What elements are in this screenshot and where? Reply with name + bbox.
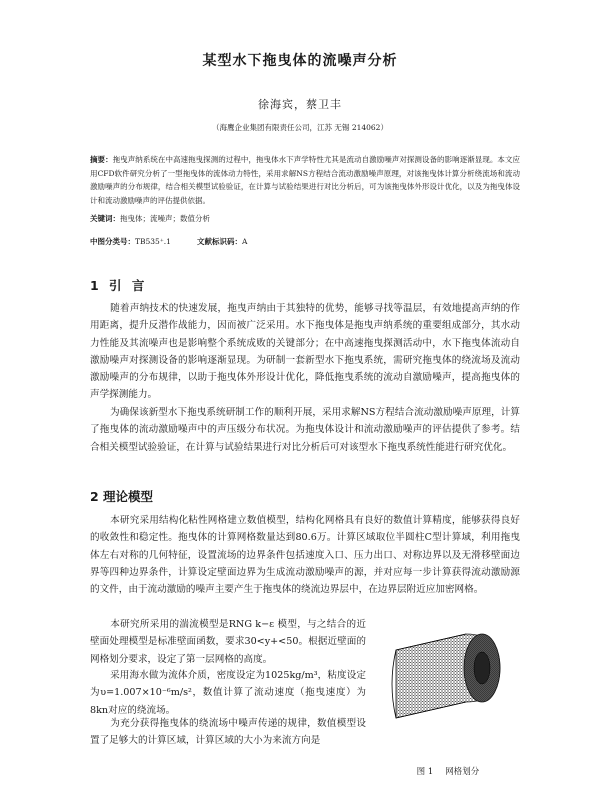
section-2-paragraph-4-text: 为充分获得拖曳体的绕流场中噪声传递的规律，数值模型设置了足够大的计算区域，计算区域的大小为来流方向是 xyxy=(90,718,366,747)
section-1-paragraph-1-text: 随着声纳技术的快速发展，拖曳声纳由于其独特的优势，能够寻找等温层，有效地提高声纳的作用距离，提升反潜作战能力，因而被广泛采用。水下拖曳体是拖曳声纳系统的重要组成部分，其水动力性能及其流噪声也是影响整个系统成败的关键部分；在中高速拖曳探测活动中，水下拖曳体流动自激励噪声对探测设备的影响逐渐显现。为研制一套新型水下拖曳系统，需研究拖曳体的绕流场及流动激励噪声的分布规律，以助于拖曳体外形设计优化，降低拖曳系统的流动自激励噪声，提高拖曳体的声学探测能力。 xyxy=(90,303,520,401)
section-2-paragraph-3 xyxy=(90,667,366,719)
section-2-paragraph-1 xyxy=(90,512,520,598)
clc-label: 中图分类号： xyxy=(90,237,135,246)
section-1-paragraph-2-text: 为确保该新型水下拖曳系统研制工作的顺利开展，采用求解NS方程结合流动激励噪声原理，计算了拖曳体的流动激励噪声中的声压级分布状况。为拖曳体设计和流动激励噪声的评估提供了参考。结合相关模型试验验证，在计算与试验结果进行对比分析后可对该型水下拖曳系统性能进行研究优化。 xyxy=(90,407,520,453)
clc-value: TB535⁺.1 xyxy=(135,237,171,246)
paper-affiliation: （海鹰企业集团有限责任公司，江苏 无锡 214062） xyxy=(212,123,388,132)
doc-code-value: A xyxy=(241,237,248,246)
paper-title: 某型水下拖曳体的流噪声分析 xyxy=(202,53,398,69)
section-2-paragraph-4 xyxy=(90,715,366,750)
section-2-paragraph-3-text: 采用海水做为流体介质，密度设定为1025kg/m³，粘度设定为υ=1.007×10⁻⁶m/s²，数值计算了流动速度（拖曳速度）为8kn对应的绕流场。 xyxy=(90,670,366,716)
abstract-text: 拖曳声纳系统在中高速拖曳探测的过程中，拖曳体水下声学特性尤其是流动自激励噪声对探测设备的影响逐渐显现。本文应用CFD软件研究分析了一型拖曳体的流体动力特性，采用求解NS方程结合流动激励噪声原理，对该拖曳体计算分析绕流场和流动激励噪声的分布规律，结合相关模型试验验证，在计算与试验结果进行对比分析后，可为该拖曳体外形设计优化，以及为拖曳体设计和流动激励噪声的评估提供依据。 xyxy=(90,155,521,205)
figure-1-label: 图 1 xyxy=(416,767,434,777)
keywords-label: 关键词： xyxy=(90,214,120,223)
abstract-block xyxy=(90,153,520,207)
paper-authors: 徐海宾，蔡卫丰 xyxy=(258,98,342,111)
section-2-paragraph-2-text: 本研究所采用的湍流模型是RNG k−ε 模型，与之结合的近壁面处理模型是标准壁面函数，要求30<y+<50。根据近壁面的网格划分要求，设定了第一层网格的高度。 xyxy=(90,619,366,665)
keywords-block xyxy=(90,212,520,225)
section-1-heading: 1 引 言 xyxy=(90,278,148,293)
mesh-illustration xyxy=(388,628,508,736)
section-1-paragraph-2 xyxy=(90,404,520,456)
keywords-text: 拖曳体；流噪声；数值分析 xyxy=(120,214,210,223)
figure-1-caption-text: 网格划分 xyxy=(445,767,480,777)
section-2-paragraph-2 xyxy=(90,616,366,668)
section-2-heading: 2 理论模型 xyxy=(90,489,154,504)
figure-1-caption xyxy=(388,765,508,777)
section-2-paragraph-1-text: 本研究采用结构化粘性网格建立数值模型，结构化网格具有良好的数值计算精度，能够获得良好的收敛性和稳定性。拖曳体的计算网格数量达到80.6万。计算区域取位半圆柱C型计算域，利用拖曳体左右对称的几何特征，设置流场的边界条件包括速度入口、压力出口、对称边界以及无滑移壁面边界等四种边界条件，计算设定壁面边界为生成流动激励噪声的源，并对应每一步计算获得流动激励源的文件，由于流动激励的噪声主要产生于拖曳体的绕流边界层中，在边界层附近应加密网格。 xyxy=(90,515,520,596)
abstract-label: 摘要： xyxy=(90,155,113,164)
section-1-paragraph-1 xyxy=(90,300,520,404)
doc-code-label: 文献标识码： xyxy=(196,237,242,246)
classification-line xyxy=(90,235,520,248)
figure-1-mesh-image xyxy=(388,628,508,736)
